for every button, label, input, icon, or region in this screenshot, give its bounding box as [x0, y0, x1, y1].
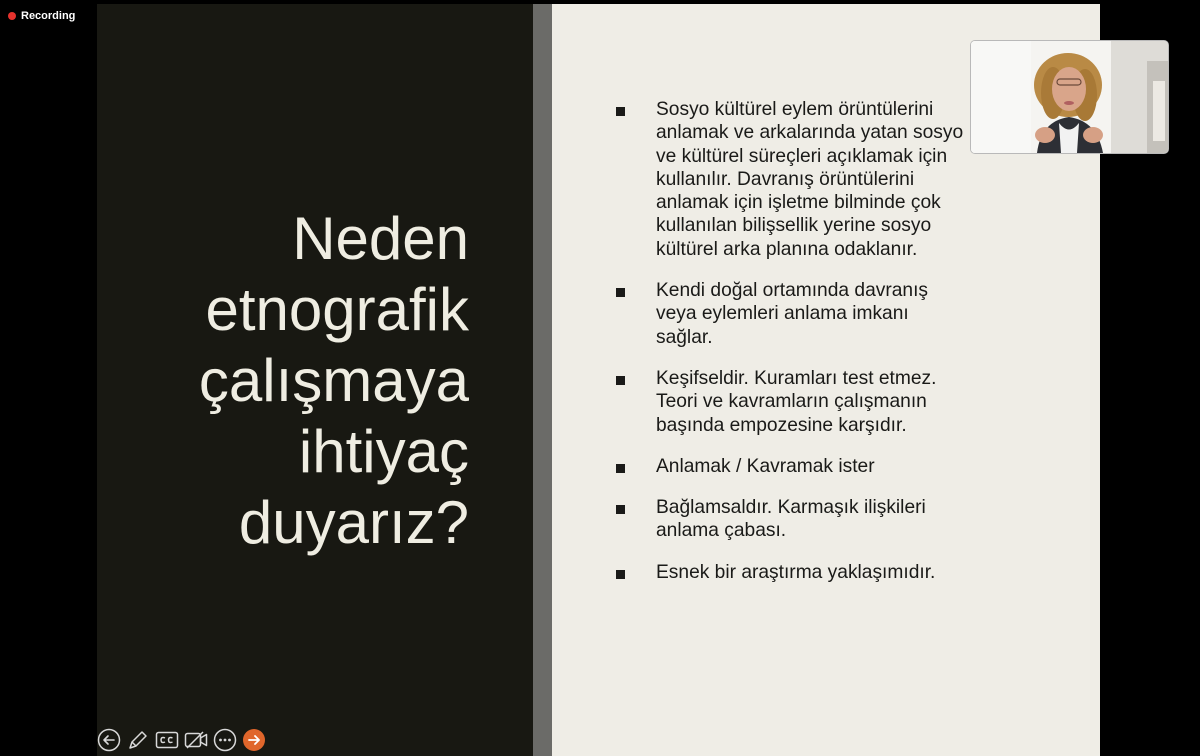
closed-captions-button[interactable] — [155, 728, 179, 752]
square-bullet-icon — [616, 505, 625, 514]
video-camera-icon — [184, 728, 208, 752]
bullet-line: anlama çabası. — [656, 520, 787, 542]
bullet-item — [612, 367, 952, 437]
more-options-icon — [213, 728, 237, 752]
presenter-video-thumbnail[interactable] — [970, 40, 1169, 154]
recording-label: Recording — [21, 10, 76, 22]
bullet-item — [612, 455, 952, 478]
bullet-list — [612, 98, 964, 602]
bullet-line: kültürel arka planına odaklanır. — [656, 238, 918, 260]
presentation-toolbar — [97, 728, 266, 752]
square-bullet-icon — [616, 288, 625, 297]
bullet-item — [612, 98, 964, 261]
square-bullet-icon — [616, 464, 625, 473]
slide-title-line: Neden — [292, 205, 469, 272]
bullet-line: Keşifseldir. Kuramları test etmez. — [656, 367, 937, 389]
bullet-line: anlamak için işletme bilminde çok — [656, 192, 941, 214]
recording-indicator — [8, 10, 75, 22]
slide-title-panel — [97, 4, 533, 756]
bullet-line: Esnek bir araştırma yaklaşımıdır. — [656, 561, 936, 583]
pen-icon — [126, 728, 150, 752]
next-arrow-button[interactable] — [242, 728, 266, 752]
closed-captions-icon — [155, 728, 179, 752]
slide-divider — [533, 4, 552, 756]
bullet-line: Anlamak / Kavramak ister — [656, 455, 875, 477]
bullet-line: sağlar. — [656, 326, 713, 348]
bullet-line: ve kültürel süreçleri açıklamak için — [656, 145, 948, 167]
recording-dot-icon — [8, 12, 16, 20]
bullet-line: anlamak ve arkalarında yatan sosyo — [656, 122, 964, 144]
bullet-line: başında empozesine karşıdır. — [656, 414, 907, 436]
bullet-item — [612, 561, 952, 584]
bullet-line: Bağlamsaldır. Karmaşık ilişkileri — [656, 497, 926, 519]
back-arrow-button[interactable] — [97, 728, 121, 752]
slide-title-line: ihtiyaç — [298, 418, 469, 485]
pen-button[interactable] — [126, 728, 150, 752]
bullet-line: kullanılan bilişsellik yerine sosyo — [656, 215, 932, 237]
video-camera-button[interactable] — [184, 728, 208, 752]
back-arrow-icon — [97, 728, 121, 752]
square-bullet-icon — [616, 376, 625, 385]
square-bullet-icon — [616, 107, 625, 116]
bullet-line: kullanılır. Davranış örüntülerini — [656, 168, 915, 190]
slide-title-line: çalışmaya — [198, 347, 469, 414]
slide-title-line: etnografik — [205, 276, 469, 343]
bullet-item — [612, 279, 952, 349]
bullet-line: Sosyo kültürel eylem örüntülerini — [656, 99, 934, 120]
square-bullet-icon — [616, 570, 625, 579]
slide-title — [139, 203, 469, 558]
bullet-line: veya eylemleri anlama imkanı — [656, 303, 909, 325]
presenter-video-frame — [971, 41, 1168, 153]
bullet-line: Teori ve kavramların çalışmanın — [656, 391, 927, 413]
next-arrow-icon — [242, 728, 266, 752]
more-options-button[interactable] — [213, 728, 237, 752]
bullet-line: Kendi doğal ortamında davranış — [656, 280, 928, 302]
slide — [97, 4, 1100, 756]
bullet-item — [612, 496, 952, 543]
slide-title-line: duyarız? — [238, 489, 469, 556]
